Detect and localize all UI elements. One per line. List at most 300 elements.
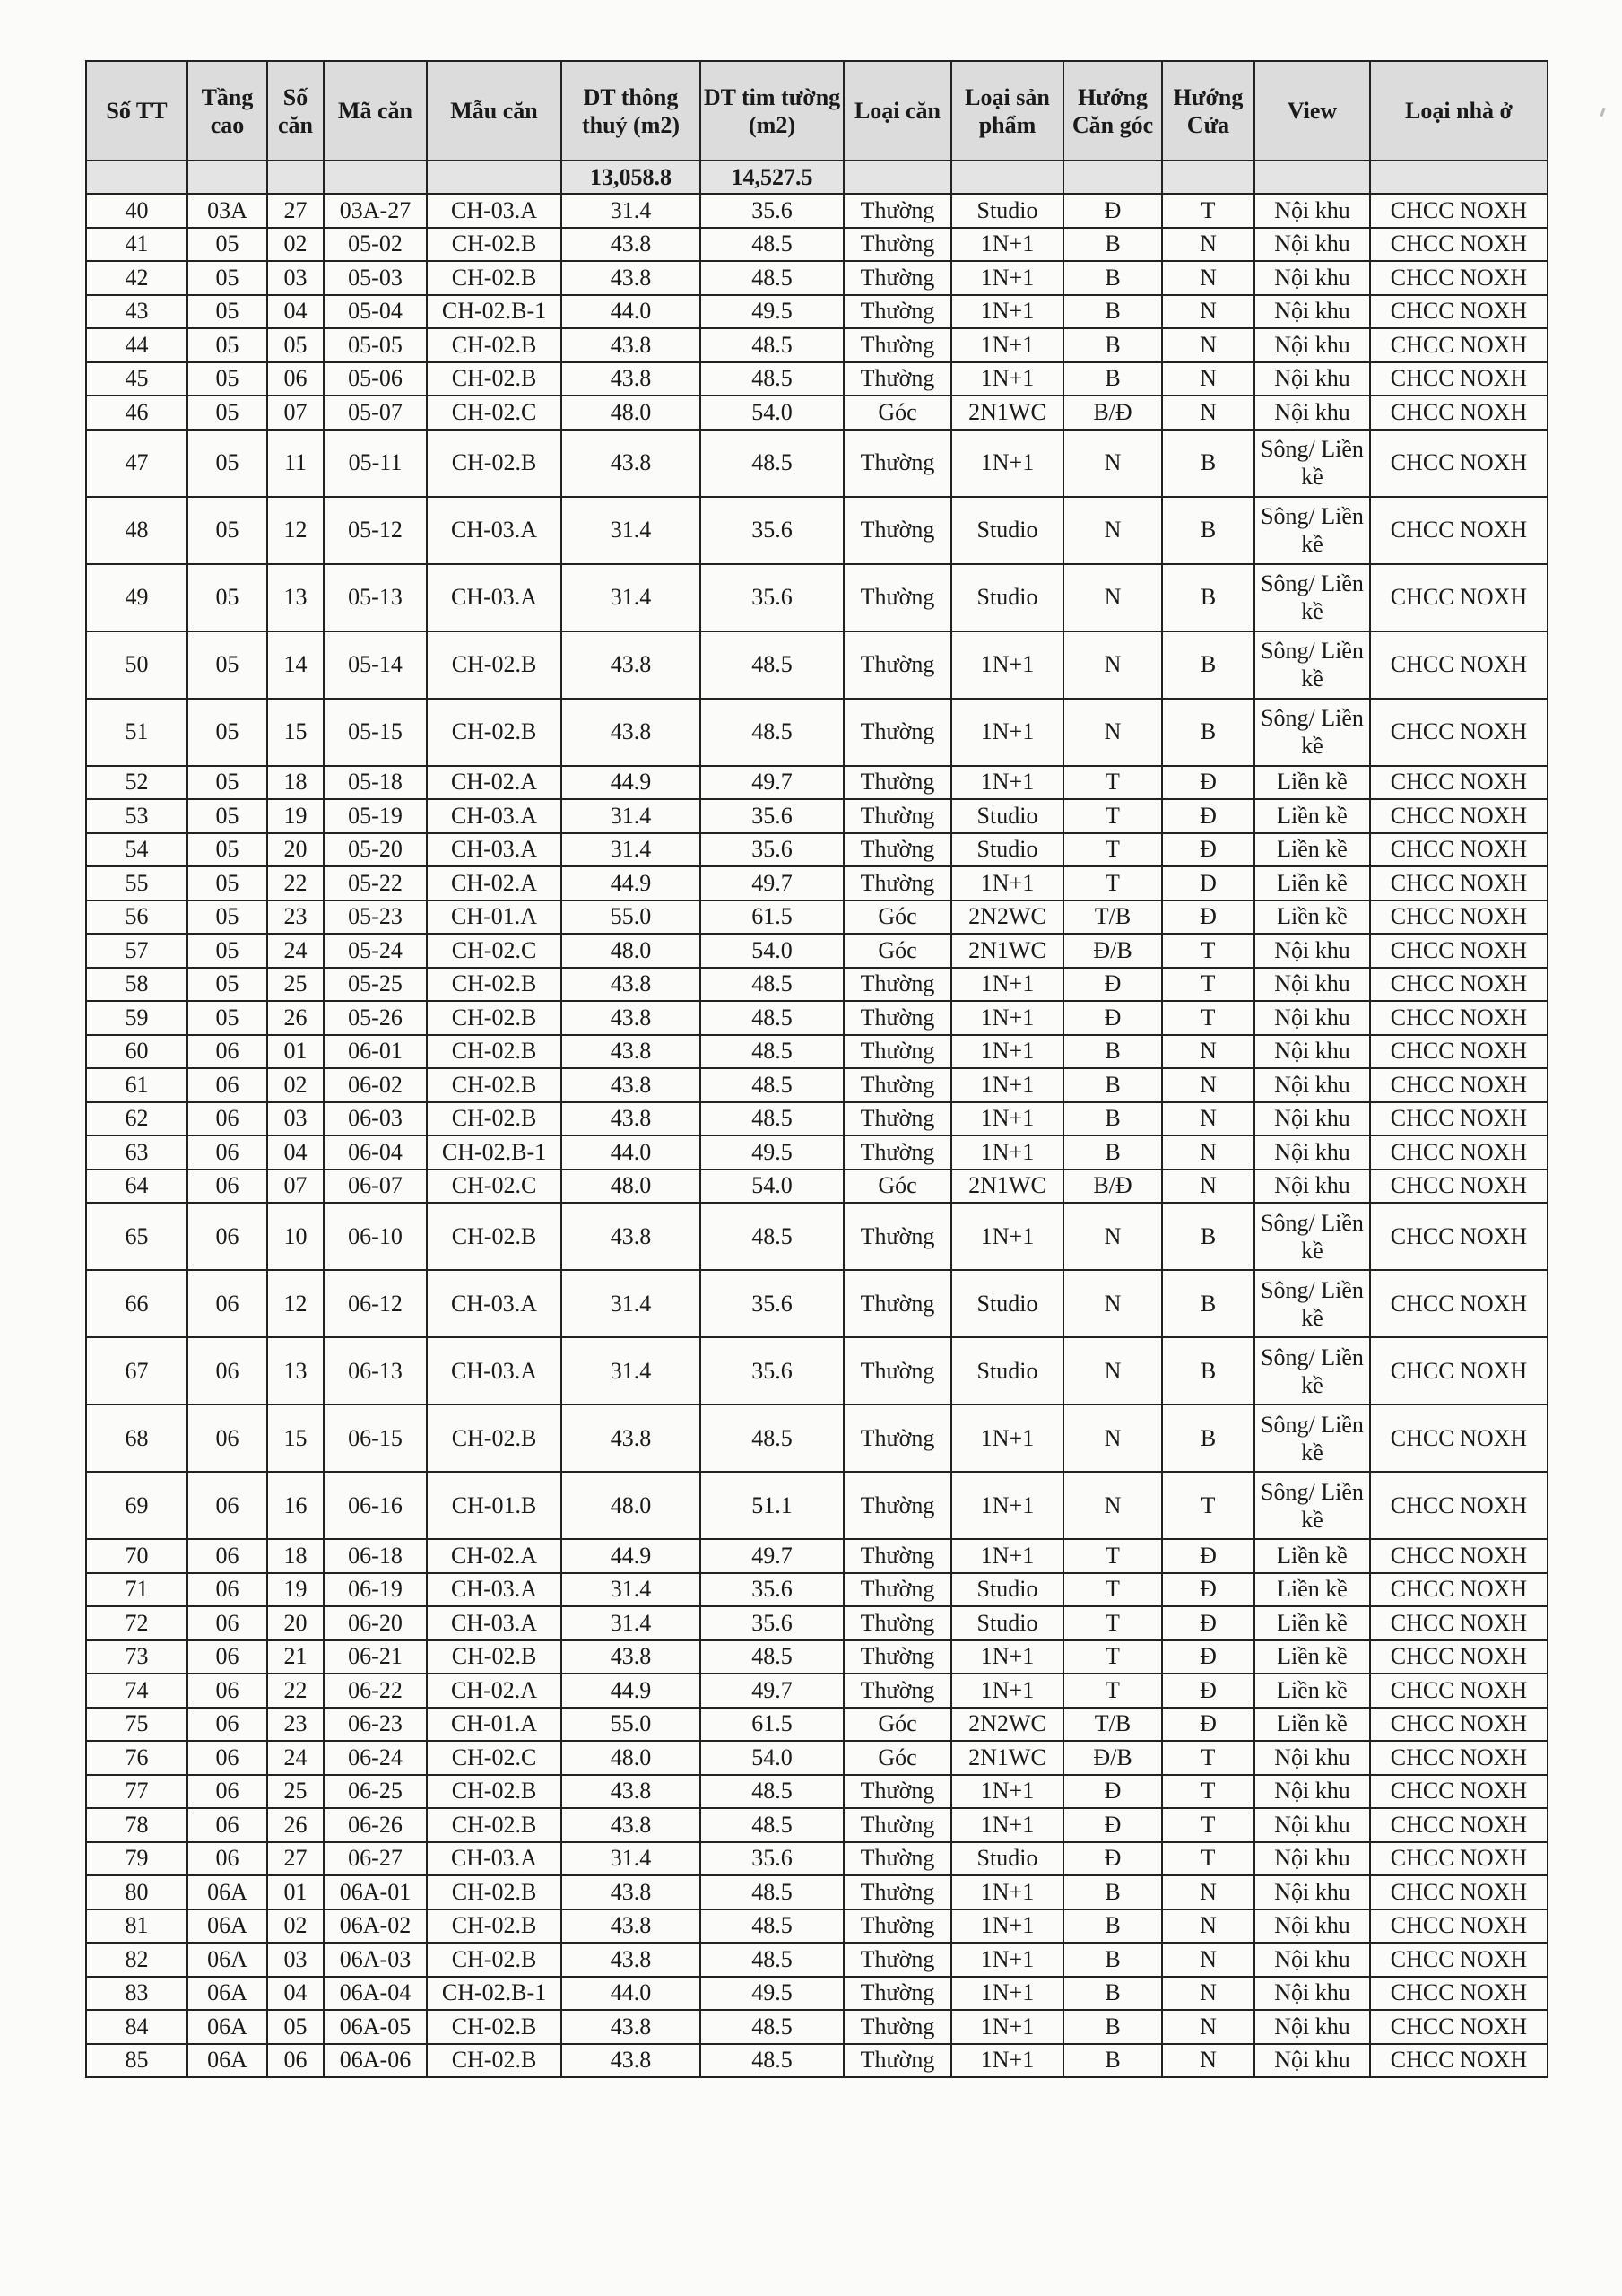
cell-loai-can: Thường [844,1977,951,2011]
header-loai-can: Loại căn [844,61,951,161]
cell-loai-nha-o: CHCC NOXH [1370,1405,1548,1472]
cell-dt-thong-thuy: 43.8 [561,1068,700,1102]
cell-dt-tim-tuong: 35.6 [700,799,844,833]
cell-dt-thong-thuy: 31.4 [561,833,700,867]
table-row [86,1842,1548,1876]
cell-huong-cua: Đ [1162,766,1254,800]
cell-dt-thong-thuy: 31.4 [561,1337,700,1405]
cell-huong-can-goc: T [1063,799,1162,833]
cell-mau-can: CH-02.B [427,1775,561,1809]
cell-mau-can: CH-02.B [427,430,561,497]
cell-ma-can: 05-02 [324,228,427,262]
total-loai-nha-o [1370,161,1548,194]
cell-loai-san-pham: Studio [951,564,1063,631]
cell-ma-can: 05-13 [324,564,427,631]
cell-so-tt: 57 [86,934,187,968]
cell-so-tt: 59 [86,1001,187,1035]
cell-mau-can: CH-02.B [427,1405,561,1472]
cell-loai-nha-o: CHCC NOXH [1370,328,1548,362]
cell-loai-san-pham: 1N+1 [951,1035,1063,1069]
cell-huong-can-goc: N [1063,430,1162,497]
cell-tang-cao: 06A [187,2044,267,2078]
cell-dt-tim-tuong: 48.5 [700,1909,844,1944]
cell-dt-thong-thuy: 31.4 [561,1270,700,1337]
cell-huong-can-goc: B [1063,1875,1162,1909]
cell-huong-cua: T [1162,1001,1254,1035]
cell-so-tt: 62 [86,1102,187,1136]
table-row [86,866,1548,900]
cell-ma-can: 06-15 [324,1405,427,1472]
cell-view: Nội khu [1254,228,1370,262]
cell-loai-nha-o: CHCC NOXH [1370,631,1548,699]
cell-so-can: 27 [267,194,324,228]
cell-loai-can: Thường [844,194,951,228]
cell-huong-can-goc: B [1063,1068,1162,1102]
cell-loai-san-pham: Studio [951,194,1063,228]
cell-huong-cua: N [1162,261,1254,295]
cell-tang-cao: 06 [187,1842,267,1876]
cell-mau-can: CH-01.B [427,1472,561,1539]
table-row [86,1640,1548,1674]
cell-ma-can: 06-01 [324,1035,427,1069]
cell-dt-thong-thuy: 31.4 [561,497,700,564]
cell-mau-can: CH-03.A [427,1842,561,1876]
cell-huong-cua: N [1162,1875,1254,1909]
cell-dt-thong-thuy: 31.4 [561,564,700,631]
cell-tang-cao: 03A [187,194,267,228]
cell-loai-san-pham: 2N1WC [951,1170,1063,1204]
cell-so-tt: 66 [86,1270,187,1337]
cell-so-can: 14 [267,631,324,699]
table-row [86,1943,1548,1977]
cell-tang-cao: 05 [187,261,267,295]
cell-ma-can: 06-23 [324,1708,427,1742]
cell-loai-san-pham: 2N1WC [951,1741,1063,1775]
cell-loai-can: Góc [844,396,951,430]
cell-so-can: 19 [267,1573,324,1607]
cell-loai-san-pham: Studio [951,1270,1063,1337]
cell-dt-thong-thuy: 43.8 [561,430,700,497]
cell-dt-thong-thuy: 43.8 [561,699,700,766]
cell-loai-san-pham: 1N+1 [951,968,1063,1002]
cell-ma-can: 05-22 [324,866,427,900]
cell-huong-can-goc: T/B [1063,900,1162,935]
cell-loai-can: Thường [844,497,951,564]
cell-loai-san-pham: 1N+1 [951,261,1063,295]
cell-tang-cao: 05 [187,766,267,800]
cell-dt-tim-tuong: 48.5 [700,430,844,497]
cell-tang-cao: 06 [187,1775,267,1809]
total-so-can [267,161,324,194]
table-row [86,766,1548,800]
cell-mau-can: CH-02.C [427,1741,561,1775]
cell-loai-nha-o: CHCC NOXH [1370,1977,1548,2011]
cell-ma-can: 06-21 [324,1640,427,1674]
cell-mau-can: CH-02.B [427,2010,561,2044]
table-row [86,1270,1548,1337]
cell-dt-thong-thuy: 43.8 [561,2044,700,2078]
cell-loai-san-pham: 1N+1 [951,228,1063,262]
cell-loai-can: Thường [844,766,951,800]
cell-dt-tim-tuong: 35.6 [700,833,844,867]
cell-loai-nha-o: CHCC NOXH [1370,1708,1548,1742]
cell-huong-can-goc: B [1063,362,1162,396]
cell-huong-can-goc: B [1063,228,1162,262]
cell-huong-can-goc: T [1063,1606,1162,1640]
cell-loai-nha-o: CHCC NOXH [1370,1674,1548,1708]
cell-ma-can: 06A-05 [324,2010,427,2044]
cell-view: Liền kề [1254,900,1370,935]
cell-so-can: 01 [267,1035,324,1069]
cell-mau-can: CH-03.A [427,194,561,228]
cell-so-can: 25 [267,968,324,1002]
cell-so-tt: 64 [86,1170,187,1204]
cell-huong-can-goc: B [1063,1909,1162,1944]
cell-view: Nội khu [1254,194,1370,228]
cell-huong-cua: Đ [1162,1573,1254,1607]
cell-dt-tim-tuong: 48.5 [700,1808,844,1842]
cell-so-tt: 73 [86,1640,187,1674]
cell-tang-cao: 05 [187,934,267,968]
cell-so-can: 11 [267,430,324,497]
cell-so-tt: 74 [86,1674,187,1708]
cell-dt-tim-tuong: 54.0 [700,1741,844,1775]
cell-mau-can: CH-03.A [427,564,561,631]
cell-ma-can: 06-13 [324,1337,427,1405]
cell-view: Liền kề [1254,833,1370,867]
table-row [86,1170,1548,1204]
cell-dt-thong-thuy: 31.4 [561,799,700,833]
cell-dt-tim-tuong: 61.5 [700,1708,844,1742]
cell-loai-nha-o: CHCC NOXH [1370,228,1548,262]
cell-loai-san-pham: 1N+1 [951,1135,1063,1170]
cell-huong-can-goc: B [1063,328,1162,362]
cell-tang-cao: 06 [187,1674,267,1708]
cell-huong-cua: B [1162,564,1254,631]
cell-tang-cao: 06 [187,1741,267,1775]
cell-ma-can: 05-19 [324,799,427,833]
cell-dt-tim-tuong: 48.5 [700,1102,844,1136]
header-huong-cua: Hướng Cửa [1162,61,1254,161]
cell-loai-nha-o: CHCC NOXH [1370,766,1548,800]
table-row [86,1708,1548,1742]
total-huong-can-goc [1063,161,1162,194]
cell-loai-san-pham: 1N+1 [951,866,1063,900]
cell-huong-cua: N [1162,1977,1254,2011]
cell-view: Nội khu [1254,1035,1370,1069]
cell-tang-cao: 06A [187,1909,267,1944]
cell-so-can: 24 [267,1741,324,1775]
cell-huong-cua: Đ [1162,799,1254,833]
cell-loai-can: Thường [844,261,951,295]
cell-tang-cao: 06 [187,1640,267,1674]
cell-tang-cao: 06 [187,1606,267,1640]
cell-mau-can: CH-03.A [427,799,561,833]
cell-dt-tim-tuong: 35.6 [700,564,844,631]
cell-loai-can: Thường [844,328,951,362]
cell-loai-nha-o: CHCC NOXH [1370,261,1548,295]
cell-tang-cao: 05 [187,799,267,833]
cell-dt-tim-tuong: 48.5 [700,1775,844,1809]
cell-mau-can: CH-02.B [427,1102,561,1136]
cell-dt-tim-tuong: 48.5 [700,699,844,766]
cell-so-tt: 49 [86,564,187,631]
cell-huong-can-goc: B [1063,261,1162,295]
cell-dt-tim-tuong: 35.6 [700,1606,844,1640]
table-row [86,396,1548,430]
cell-mau-can: CH-01.A [427,900,561,935]
cell-dt-thong-thuy: 31.4 [561,1606,700,1640]
header-huong-can-goc: Hướng Căn góc [1063,61,1162,161]
cell-mau-can: CH-02.B [427,1203,561,1270]
cell-so-can: 20 [267,1606,324,1640]
cell-so-tt: 48 [86,497,187,564]
cell-loai-can: Góc [844,1170,951,1204]
table-row [86,295,1548,329]
cell-tang-cao: 05 [187,430,267,497]
cell-ma-can: 05-03 [324,261,427,295]
cell-huong-can-goc: N [1063,1337,1162,1405]
cell-mau-can: CH-02.B [427,1068,561,1102]
cell-dt-thong-thuy: 43.8 [561,362,700,396]
cell-huong-cua: N [1162,1943,1254,1977]
cell-huong-can-goc: N [1063,1270,1162,1337]
cell-loai-san-pham: 1N+1 [951,2010,1063,2044]
cell-huong-cua: Đ [1162,866,1254,900]
cell-mau-can: CH-02.B [427,261,561,295]
cell-view: Nội khu [1254,2010,1370,2044]
table-row [86,1135,1548,1170]
cell-loai-nha-o: CHCC NOXH [1370,833,1548,867]
cell-ma-can: 06-26 [324,1808,427,1842]
cell-mau-can: CH-01.A [427,1708,561,1742]
cell-tang-cao: 05 [187,396,267,430]
cell-mau-can: CH-02.B [427,1943,561,1977]
cell-so-can: 26 [267,1001,324,1035]
cell-huong-cua: N [1162,1035,1254,1069]
cell-so-can: 04 [267,295,324,329]
cell-so-tt: 52 [86,766,187,800]
cell-dt-tim-tuong: 48.5 [700,1943,844,1977]
cell-huong-cua: Đ [1162,1640,1254,1674]
cell-dt-thong-thuy: 43.8 [561,1035,700,1069]
cell-loai-san-pham: 1N+1 [951,766,1063,800]
cell-dt-thong-thuy: 48.0 [561,1741,700,1775]
cell-loai-san-pham: Studio [951,1606,1063,1640]
total-view [1254,161,1370,194]
header-loai-san-pham: Loại sản phẩm [951,61,1063,161]
cell-loai-can: Góc [844,934,951,968]
cell-dt-tim-tuong: 48.5 [700,1875,844,1909]
table-row [86,1068,1548,1102]
cell-ma-can: 05-24 [324,934,427,968]
cell-so-tt: 76 [86,1741,187,1775]
cell-view: Nội khu [1254,1808,1370,1842]
cell-loai-san-pham: 1N+1 [951,362,1063,396]
cell-dt-tim-tuong: 49.5 [700,1977,844,2011]
cell-ma-can: 05-05 [324,328,427,362]
cell-loai-can: Thường [844,833,951,867]
cell-so-tt: 61 [86,1068,187,1102]
cell-dt-tim-tuong: 48.5 [700,631,844,699]
cell-tang-cao: 05 [187,968,267,1002]
cell-so-can: 04 [267,1135,324,1170]
cell-tang-cao: 05 [187,699,267,766]
cell-so-tt: 53 [86,799,187,833]
cell-dt-thong-thuy: 44.9 [561,1674,700,1708]
cell-huong-can-goc: T [1063,766,1162,800]
cell-huong-can-goc: N [1063,497,1162,564]
cell-dt-tim-tuong: 49.7 [700,1539,844,1573]
cell-loai-can: Thường [844,2044,951,2078]
cell-loai-san-pham: 1N+1 [951,1539,1063,1573]
cell-so-can: 02 [267,228,324,262]
cell-view: Nội khu [1254,1875,1370,1909]
cell-so-can: 23 [267,1708,324,1742]
cell-so-tt: 44 [86,328,187,362]
cell-huong-cua: Đ [1162,1708,1254,1742]
cell-dt-thong-thuy: 43.8 [561,1640,700,1674]
cell-dt-tim-tuong: 49.7 [700,866,844,900]
cell-loai-san-pham: Studio [951,497,1063,564]
cell-huong-cua: B [1162,1337,1254,1405]
cell-mau-can: CH-03.A [427,1606,561,1640]
table-row [86,228,1548,262]
cell-tang-cao: 05 [187,1001,267,1035]
cell-loai-san-pham: 1N+1 [951,1977,1063,2011]
cell-so-can: 16 [267,1472,324,1539]
total-ma-can [324,161,427,194]
cell-ma-can: 06-27 [324,1842,427,1876]
table-row [86,328,1548,362]
cell-huong-can-goc: Đ [1063,1775,1162,1809]
cell-loai-can: Thường [844,866,951,900]
cell-dt-tim-tuong: 48.5 [700,362,844,396]
cell-loai-can: Thường [844,1337,951,1405]
cell-mau-can: CH-02.B [427,228,561,262]
cell-ma-can: 06A-04 [324,1977,427,2011]
cell-loai-san-pham: Studio [951,799,1063,833]
cell-so-can: 13 [267,564,324,631]
cell-huong-cua: B [1162,430,1254,497]
cell-mau-can: CH-03.A [427,833,561,867]
cell-mau-can: CH-02.A [427,866,561,900]
header-mau-can: Mẫu căn [427,61,561,161]
cell-tang-cao: 05 [187,228,267,262]
cell-mau-can: CH-02.C [427,934,561,968]
cell-mau-can: CH-02.B [427,699,561,766]
cell-view: Liền kề [1254,1640,1370,1674]
cell-ma-can: 05-14 [324,631,427,699]
table-row [86,1405,1548,1472]
cell-loai-nha-o: CHCC NOXH [1370,699,1548,766]
header-view: View [1254,61,1370,161]
cell-dt-thong-thuy: 43.8 [561,1001,700,1035]
cell-view: Nội khu [1254,362,1370,396]
cell-dt-thong-thuy: 43.8 [561,1943,700,1977]
header-tang-cao: Tầng cao [187,61,267,161]
cell-huong-can-goc: N [1063,564,1162,631]
cell-view: Liền kề [1254,866,1370,900]
cell-huong-can-goc: N [1063,699,1162,766]
cell-dt-tim-tuong: 48.5 [700,2010,844,2044]
cell-huong-can-goc: B [1063,2044,1162,2078]
cell-loai-nha-o: CHCC NOXH [1370,564,1548,631]
total-dt-tim-tuong: 14,527.5 [700,161,844,194]
cell-dt-tim-tuong: 51.1 [700,1472,844,1539]
cell-so-tt: 69 [86,1472,187,1539]
table-row [86,362,1548,396]
table-row [86,1035,1548,1069]
cell-loai-san-pham: Studio [951,1573,1063,1607]
cell-huong-can-goc: B/Đ [1063,396,1162,430]
cell-so-can: 21 [267,1640,324,1674]
table-row [86,833,1548,867]
cell-loai-san-pham: Studio [951,1337,1063,1405]
cell-dt-thong-thuy: 43.8 [561,1405,700,1472]
cell-dt-tim-tuong: 35.6 [700,1270,844,1337]
cell-huong-cua: T [1162,968,1254,1002]
cell-mau-can: CH-02.C [427,396,561,430]
cell-view: Liền kề [1254,1606,1370,1640]
cell-mau-can: CH-02.B [427,1909,561,1944]
cell-dt-tim-tuong: 48.5 [700,328,844,362]
cell-huong-cua: N [1162,2044,1254,2078]
total-dt-thong-thuy: 13,058.8 [561,161,700,194]
cell-so-tt: 71 [86,1573,187,1607]
cell-view: Nội khu [1254,1741,1370,1775]
cell-view: Nội khu [1254,396,1370,430]
cell-loai-can: Thường [844,2010,951,2044]
table-row [86,631,1548,699]
cell-view: Nội khu [1254,328,1370,362]
cell-ma-can: 06-19 [324,1573,427,1607]
cell-so-tt: 43 [86,295,187,329]
cell-tang-cao: 06 [187,1405,267,1472]
header-so-tt: Số TT [86,61,187,161]
cell-loai-can: Thường [844,1539,951,1573]
cell-mau-can: CH-02.A [427,766,561,800]
cell-view: Liền kề [1254,1708,1370,1742]
cell-loai-nha-o: CHCC NOXH [1370,1741,1548,1775]
cell-mau-can: CH-02.B [427,2044,561,2078]
cell-dt-tim-tuong: 48.5 [700,1068,844,1102]
cell-loai-can: Góc [844,900,951,935]
cell-view: Liền kề [1254,1674,1370,1708]
cell-so-can: 15 [267,699,324,766]
cell-so-can: 05 [267,328,324,362]
cell-loai-nha-o: CHCC NOXH [1370,968,1548,1002]
cell-loai-nha-o: CHCC NOXH [1370,1035,1548,1069]
cell-loai-nha-o: CHCC NOXH [1370,934,1548,968]
cell-so-tt: 46 [86,396,187,430]
cell-dt-thong-thuy: 43.8 [561,1102,700,1136]
cell-loai-san-pham: 1N+1 [951,1943,1063,1977]
cell-loai-can: Thường [844,1135,951,1170]
cell-dt-thong-thuy: 43.8 [561,1203,700,1270]
cell-tang-cao: 05 [187,497,267,564]
total-huong-cua [1162,161,1254,194]
cell-dt-thong-thuy: 43.8 [561,1909,700,1944]
cell-loai-can: Thường [844,1943,951,1977]
cell-view: Nội khu [1254,261,1370,295]
cell-so-can: 10 [267,1203,324,1270]
cell-view: Sông/ Liền kề [1254,1472,1370,1539]
cell-loai-san-pham: 2N2WC [951,900,1063,935]
table-row [86,194,1548,228]
cell-loai-san-pham: 1N+1 [951,1909,1063,1944]
cell-huong-cua: T [1162,1775,1254,1809]
